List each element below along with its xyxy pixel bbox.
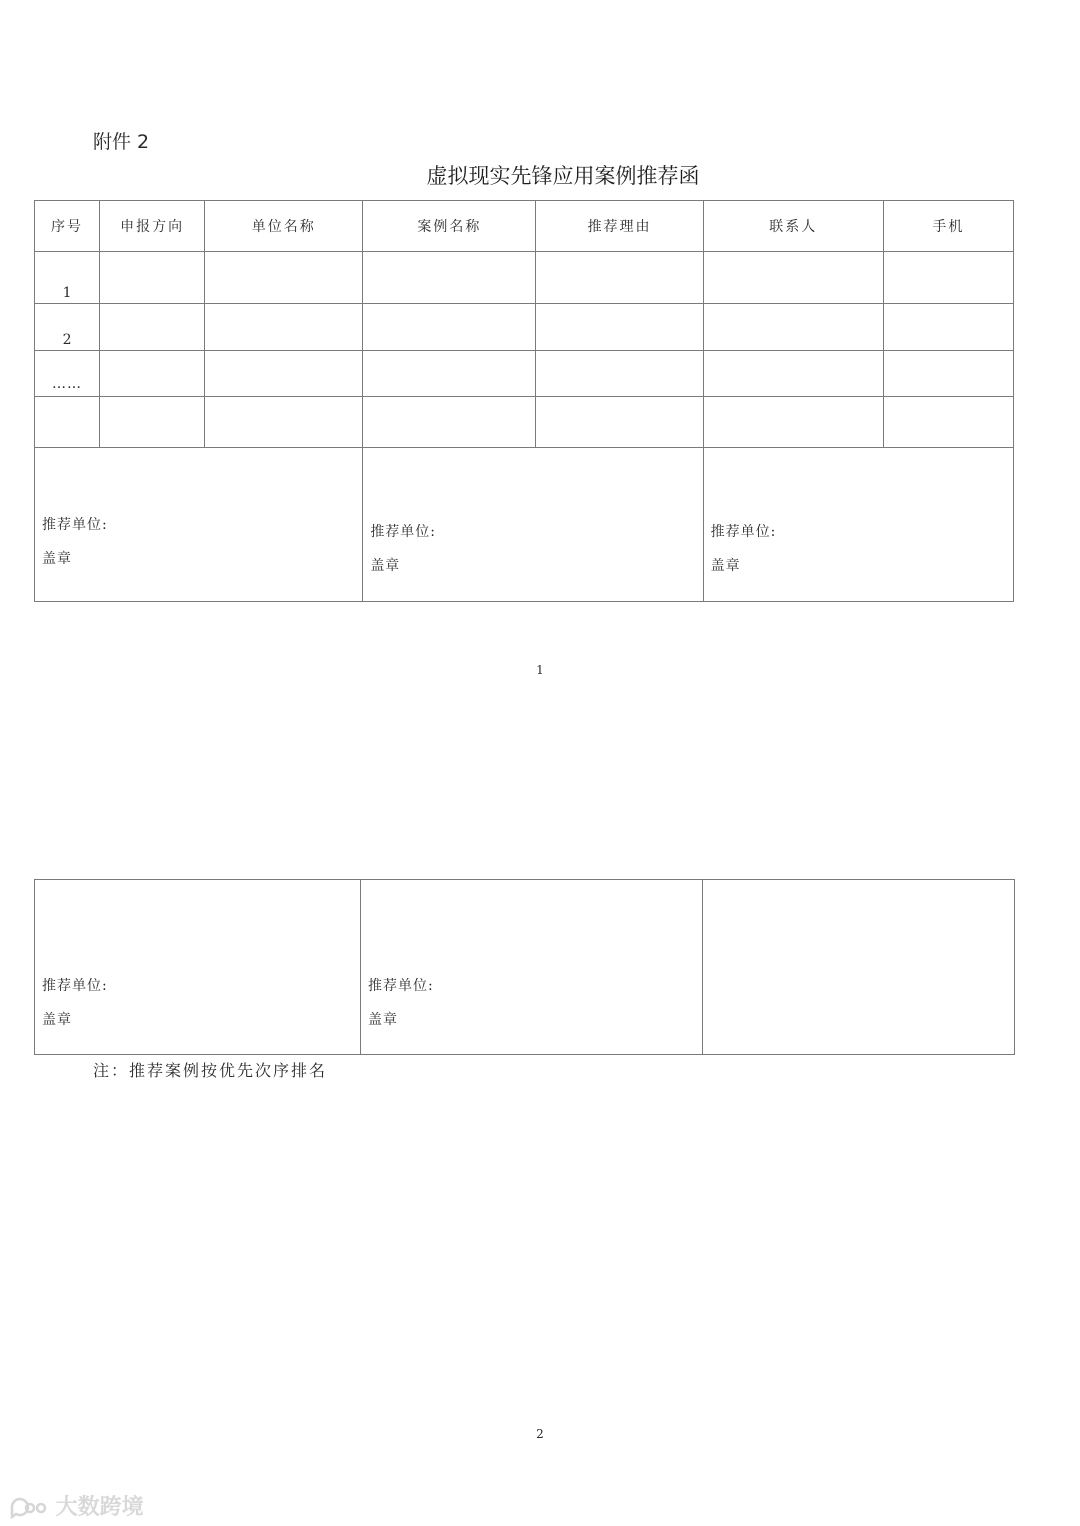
header-cell: 联系人 — [703, 201, 883, 252]
recommendation-table — [34, 200, 1014, 602]
table-cell — [703, 252, 883, 304]
seal-label: 盖章 — [710, 558, 741, 574]
page-number: 2 — [536, 1427, 544, 1441]
table-cell — [703, 351, 883, 397]
row-number: 1 — [35, 252, 100, 304]
chat-bubble-icon — [8, 1497, 48, 1519]
table-cell — [205, 304, 363, 351]
header-cell: 序号 — [35, 201, 100, 252]
seal-label: 盖章 — [42, 551, 72, 567]
signature-cell — [35, 448, 363, 602]
signature-cell — [35, 880, 361, 1055]
signature-row — [35, 448, 1014, 602]
table-cell — [883, 252, 1013, 304]
header-cell: 推荐理由 — [536, 201, 703, 252]
recommending-unit-label: 推荐单位: — [370, 524, 437, 540]
table-cell — [536, 351, 703, 397]
watermark-logo — [8, 1490, 144, 1521]
table-cell — [363, 252, 536, 304]
table-row — [35, 351, 1014, 397]
header-cell: 案例名称 — [363, 201, 536, 252]
table-cell — [205, 351, 363, 397]
signature-cell — [361, 880, 703, 1055]
header-cell: 申报方向 — [100, 201, 205, 252]
document-title: 虚拟现实先锋应用案例推荐函 — [426, 164, 700, 188]
table-cell — [100, 351, 205, 397]
page-number: 1 — [536, 663, 544, 677]
signature-row — [35, 880, 1015, 1055]
recommending-unit-label: 推荐单位: — [42, 517, 108, 533]
table-cell — [883, 397, 1013, 448]
signature-cell — [363, 448, 703, 602]
table-cell — [100, 397, 205, 448]
table-cell — [536, 252, 703, 304]
note-text: 注：推荐案例按优先次序排名 — [93, 1061, 328, 1080]
table-cell — [363, 397, 536, 448]
table-cell — [205, 252, 363, 304]
recommending-unit-label: 推荐单位: — [710, 524, 777, 540]
table-cell — [205, 397, 363, 448]
table-cell — [883, 304, 1013, 351]
table-cell — [703, 397, 883, 448]
row-number — [35, 397, 100, 448]
table-cell — [883, 351, 1013, 397]
seal-label: 盖章 — [368, 1012, 398, 1028]
watermark-text: 大数跨境 — [55, 1495, 144, 1520]
table-cell — [536, 304, 703, 351]
signature-cell — [703, 448, 1013, 602]
seal-label: 盖章 — [42, 1012, 72, 1028]
table-cell — [703, 304, 883, 351]
table-row — [35, 397, 1014, 448]
table-cell — [363, 351, 536, 397]
header-cell: 单位名称 — [205, 201, 363, 252]
attachment-label: 附件 2 — [93, 131, 150, 153]
table-row — [35, 304, 1014, 351]
signature-table — [34, 879, 1015, 1055]
recommending-unit-label: 推荐单位: — [368, 978, 434, 994]
seal-label: 盖章 — [370, 558, 401, 574]
table-cell — [100, 252, 205, 304]
row-number: …… — [35, 351, 100, 397]
table-row — [35, 252, 1014, 304]
signature-cell — [703, 880, 1015, 1055]
recommending-unit-label: 推荐单位: — [42, 978, 108, 994]
table-cell — [536, 397, 703, 448]
table-cell — [100, 304, 205, 351]
table-cell — [363, 304, 536, 351]
row-number: 2 — [35, 304, 100, 351]
table-header-row — [35, 201, 1014, 252]
header-cell: 手机 — [883, 201, 1013, 252]
